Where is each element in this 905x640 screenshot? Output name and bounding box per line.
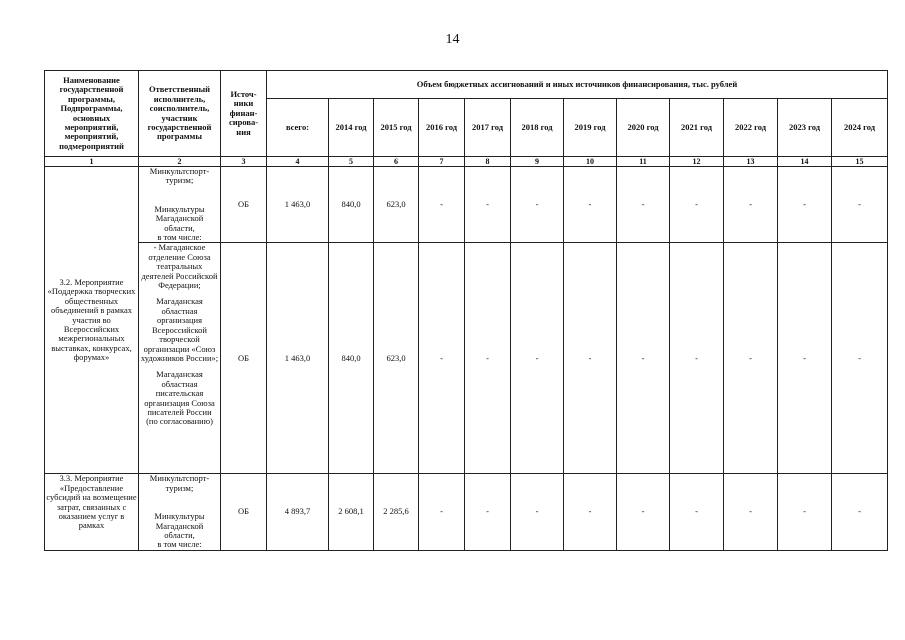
- value-2016: -: [419, 243, 465, 474]
- header-year: 2022 год: [724, 99, 778, 157]
- value-2017: -: [465, 243, 511, 474]
- executor-line: Минкультспорт-туризм;: [149, 473, 210, 493]
- header-year: 2020 год: [617, 99, 670, 157]
- value-2024: -: [832, 474, 888, 550]
- value-2022: -: [724, 474, 778, 550]
- header-total: всего:: [267, 99, 329, 157]
- value-2020: -: [617, 474, 670, 550]
- header-executor: Ответственный исполнитель, соисполнитель, участник государственной программы: [139, 71, 221, 157]
- column-number: 13: [724, 157, 778, 167]
- value-2022: -: [724, 243, 778, 474]
- executor-line: Минкультспорт-туризм;: [149, 166, 210, 186]
- header-year: 2021 год: [670, 99, 724, 157]
- executor-line: в том числе:: [157, 232, 202, 243]
- header-name: Наименование государственной программы, Подпрограммы, основных мероприятий, мероприятий, подмероприятий: [45, 71, 139, 157]
- header-year: 2017 год: [465, 99, 511, 157]
- column-number: 9: [511, 157, 564, 167]
- column-number: 7: [419, 157, 465, 167]
- table-row: [45, 474, 888, 550]
- value-2016: -: [419, 167, 465, 243]
- value-2018: -: [511, 474, 564, 550]
- page-number: 14: [445, 32, 460, 47]
- column-number: 14: [778, 157, 832, 167]
- executor-line: (по согласованию): [146, 416, 213, 427]
- total-cell: 4 893,7: [267, 474, 329, 550]
- column-number: 8: [465, 157, 511, 167]
- value-2023: -: [778, 167, 832, 243]
- executor-line: Магаданская областная писательская организация Союза писателей России: [144, 369, 215, 417]
- value-2023: -: [778, 474, 832, 550]
- source-cell: ОБ: [221, 167, 267, 243]
- value-2016: -: [419, 474, 465, 550]
- column-number: 15: [832, 157, 888, 167]
- header-year: 2019 год: [564, 99, 617, 157]
- value-2014: 840,0: [329, 243, 374, 474]
- table-row: [45, 243, 888, 474]
- executor-line: Минкультуры Магаданской области,: [154, 203, 205, 233]
- column-number: 4: [267, 157, 329, 167]
- value-2024: -: [832, 167, 888, 243]
- column-number: 11: [617, 157, 670, 167]
- header-year: 2018 год: [511, 99, 564, 157]
- header-year: 2016 год: [419, 99, 465, 157]
- header-year: 2015 год: [374, 99, 419, 157]
- value-2020: -: [617, 243, 670, 474]
- value-2022: -: [724, 167, 778, 243]
- column-number-row: [45, 157, 888, 167]
- value-2019: -: [564, 474, 617, 550]
- executor-line: Магаданская областная организация Всероссийской творческой организации «Союз художников России»;: [140, 296, 219, 363]
- value-2020: -: [617, 167, 670, 243]
- column-number: 1: [45, 157, 139, 167]
- total-cell: 1 463,0: [267, 243, 329, 474]
- executor-line: Минкультуры Магаданской области,: [154, 511, 205, 541]
- header-funding-group: Объем бюджетных ассигнований и иных источников финансирования, тыс. рублей: [267, 71, 888, 99]
- column-number: 6: [374, 157, 419, 167]
- source-cell: ОБ: [221, 243, 267, 474]
- value-2019: -: [564, 167, 617, 243]
- financing-table: [44, 70, 888, 551]
- column-number: 3: [221, 157, 267, 167]
- value-2024: -: [832, 243, 888, 474]
- value-2021: -: [670, 167, 724, 243]
- value-2018: -: [511, 167, 564, 243]
- header-year: 2014 год: [329, 99, 374, 157]
- executor-cell: [139, 243, 221, 474]
- executor-line: - Магаданское отделение Союза театральных деятелей Российской Федерации;: [141, 242, 218, 291]
- header-year: 2023 год: [778, 99, 832, 157]
- total-cell: 1 463,0: [267, 167, 329, 243]
- value-2015: 623,0: [374, 167, 419, 243]
- value-2014: 840,0: [329, 167, 374, 243]
- column-number: 10: [564, 157, 617, 167]
- column-number: 2: [139, 157, 221, 167]
- source-cell: ОБ: [221, 474, 267, 550]
- measure-name-3-2: [45, 167, 139, 474]
- value-2019: -: [564, 243, 617, 474]
- column-number: 12: [670, 157, 724, 167]
- value-2015: 623,0: [374, 243, 419, 474]
- value-2014: 2 608,1: [329, 474, 374, 550]
- header-year: 2024 год: [832, 99, 888, 157]
- table-row: [45, 167, 888, 243]
- measure-name-3-3: 3.3. Мероприятие «Предоставление субсидий на возмещение затрат, связанных с оказанием услуг в рамках: [45, 474, 139, 550]
- executor-cell: [139, 474, 221, 550]
- executor-line: в том числе:: [157, 539, 202, 550]
- column-number: 5: [329, 157, 374, 167]
- value-2021: -: [670, 243, 724, 474]
- executor-cell: [139, 167, 221, 243]
- value-2018: -: [511, 243, 564, 474]
- header-source: Источ-ники финан-сирова-ния: [221, 71, 267, 157]
- value-2021: -: [670, 474, 724, 550]
- value-2023: -: [778, 243, 832, 474]
- measure-name-text: 3.2. Мероприятие «Поддержка творческих общественных объединений в рамках участия во Всероссийских межрегиональных выставках, конкурсах, форумах»: [47, 276, 136, 363]
- value-2017: -: [465, 167, 511, 243]
- value-2017: -: [465, 474, 511, 550]
- value-2015: 2 285,6: [374, 474, 419, 550]
